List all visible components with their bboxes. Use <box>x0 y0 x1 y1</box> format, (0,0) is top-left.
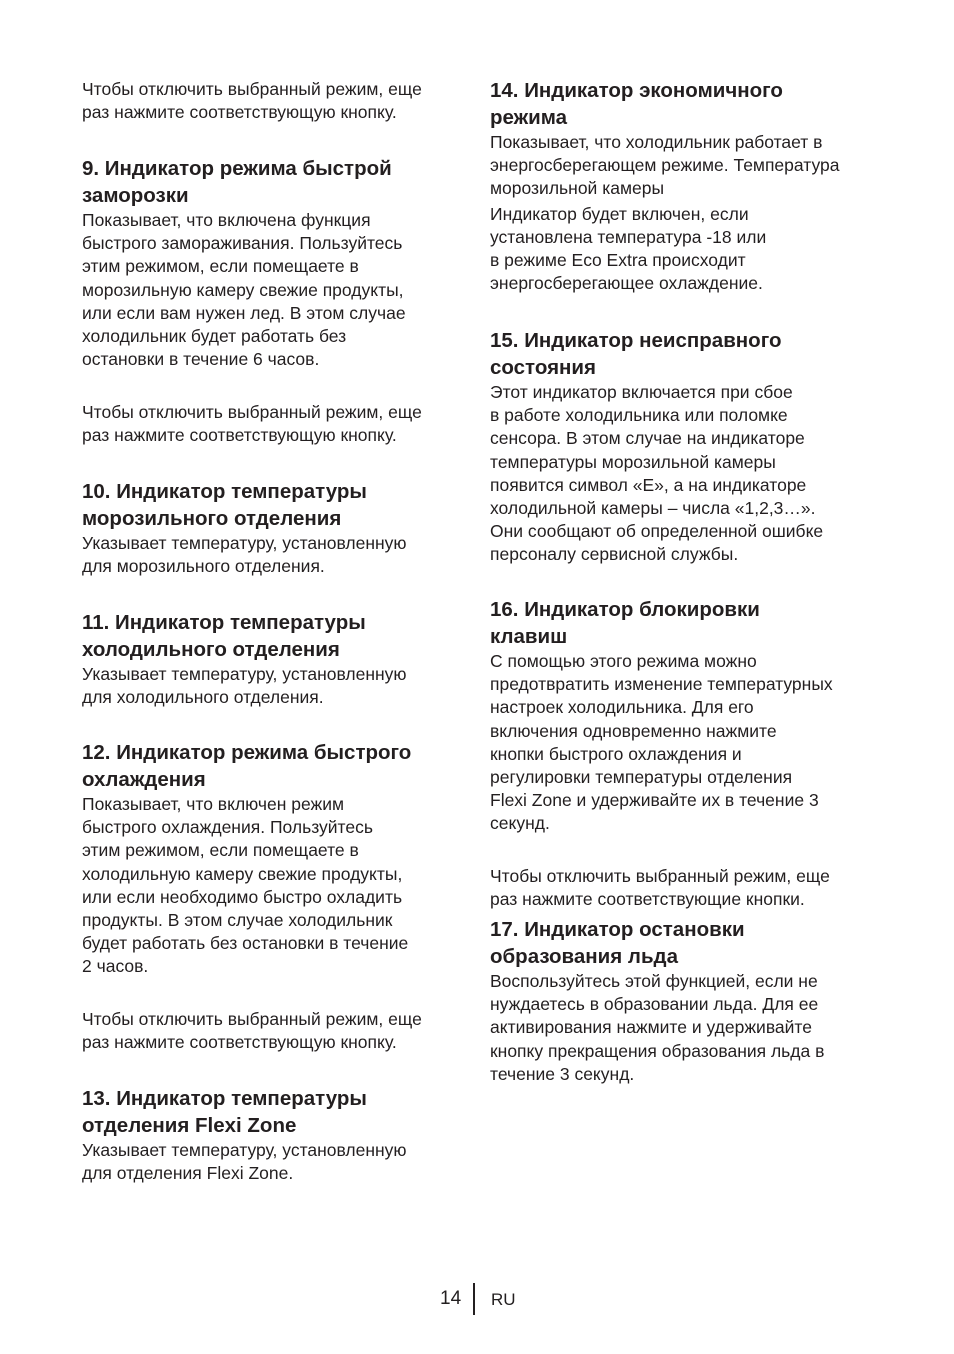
section-body: Показывает, что включена функция быстрого замораживания. Пользуйтесь этим режимом, если помещаете в морозильную камеру свежие продукты, или если вам нужен лед. В этом случае холодильник будет работать без остановки в течение 6 часов. <box>82 210 406 370</box>
section-heading: 11. Индикатор температуры холодильного отделения <box>82 611 366 661</box>
section-heading: 12. Индикатор режима быстрого охлаждения <box>82 741 412 791</box>
section-10 <box>82 478 482 578</box>
section-heading: 17. Индикатор остановки образования льда <box>490 918 745 968</box>
section-heading: 14. Индикатор экономичного режима <box>490 79 783 129</box>
note-text: Чтобы отключить выбранный режим, еще раз нажмите соответствующие кнопки. <box>490 866 830 910</box>
section-heading: 15. Индикатор неисправного состояния <box>490 329 782 379</box>
section-11 <box>82 609 482 709</box>
footer-divider <box>473 1283 475 1315</box>
section-15 <box>490 327 890 567</box>
section-17 <box>490 916 890 1086</box>
section-body: Указывает температуру, установленную для холодильного отделения. <box>82 664 407 708</box>
note-paragraph <box>82 78 482 124</box>
section-body: Указывает температуру, установленную для отделения Flexi Zone. <box>82 1140 407 1184</box>
section-14 <box>490 77 890 295</box>
section-12 <box>82 739 482 979</box>
note-text: Чтобы отключить выбранный режим, еще раз нажмите соответствующую кнопку. <box>82 1009 422 1053</box>
section-16 <box>490 596 890 836</box>
language-code: RU <box>491 1290 516 1309</box>
section-heading: 9. Индикатор режима быстрой заморозки <box>82 157 392 207</box>
note-paragraph <box>82 1008 482 1054</box>
section-body: Воспользуйтесь этой функцией, если не нуждаетесь в образовании льда. Для ее активирования нажмите и удерживайте кнопку прекращения образования льда в течение 3 секунд. <box>490 971 825 1084</box>
section-body: Этот индикатор включается при сбое в работе холодильника или поломке сенсора. В этом случае на индикаторе температуры морозильной камеры появится символ «E», а на индикаторе холодильной камеры – числа «1,2,3…». Они сообщают об определенной ошибке персоналу сервисной службы. <box>490 382 824 565</box>
note-paragraph <box>490 865 890 911</box>
page-footer <box>0 1283 954 1315</box>
section-9 <box>82 155 482 371</box>
section-body: Показывает, что включен режим быстрого охлаждения. Пользуйтесь этим режимом, если помещаете в холодильную камеру свежие продукты, или если необходимо быстро охладить продукты. В этом случае холодильник будет работать без остановки в течение 2 часов. <box>82 794 409 977</box>
section-body: Указывает температуру, установленную для морозильного отделения. <box>82 533 407 577</box>
section-heading: 13. Индикатор температуры отделения Flexi Zone <box>82 1087 367 1137</box>
note-text: Чтобы отключить выбранный режим, еще раз нажмите соответствующую кнопку. <box>82 79 422 123</box>
note-text: Чтобы отключить выбранный режим, еще раз нажмите соответствующую кнопку. <box>82 402 422 446</box>
section-heading: 10. Индикатор температуры морозильного отделения <box>82 480 367 530</box>
note-paragraph <box>82 401 482 447</box>
section-heading: 16. Индикатор блокировки клавиш <box>490 598 760 648</box>
section-13 <box>82 1085 482 1185</box>
section-body: С помощью этого режима можно предотвратить изменение температурных настроек холодильника. Для его включения одновременно нажмите кнопки быстрого охлаждения и регулировки температуры отделения Flexi Zone и удерживайте их в течение 3 секунд. <box>490 651 833 834</box>
section-body: Показывает, что холодильник работает в энергосберегающем режиме. Температура морозильной камеры <box>490 132 840 199</box>
page-number: 14 <box>440 1288 462 1309</box>
section-body-continued: Индикатор будет включен, если установлена температура -18 или в режиме Eco Extra происходит энергосберегающее охлаждение. <box>490 203 767 294</box>
